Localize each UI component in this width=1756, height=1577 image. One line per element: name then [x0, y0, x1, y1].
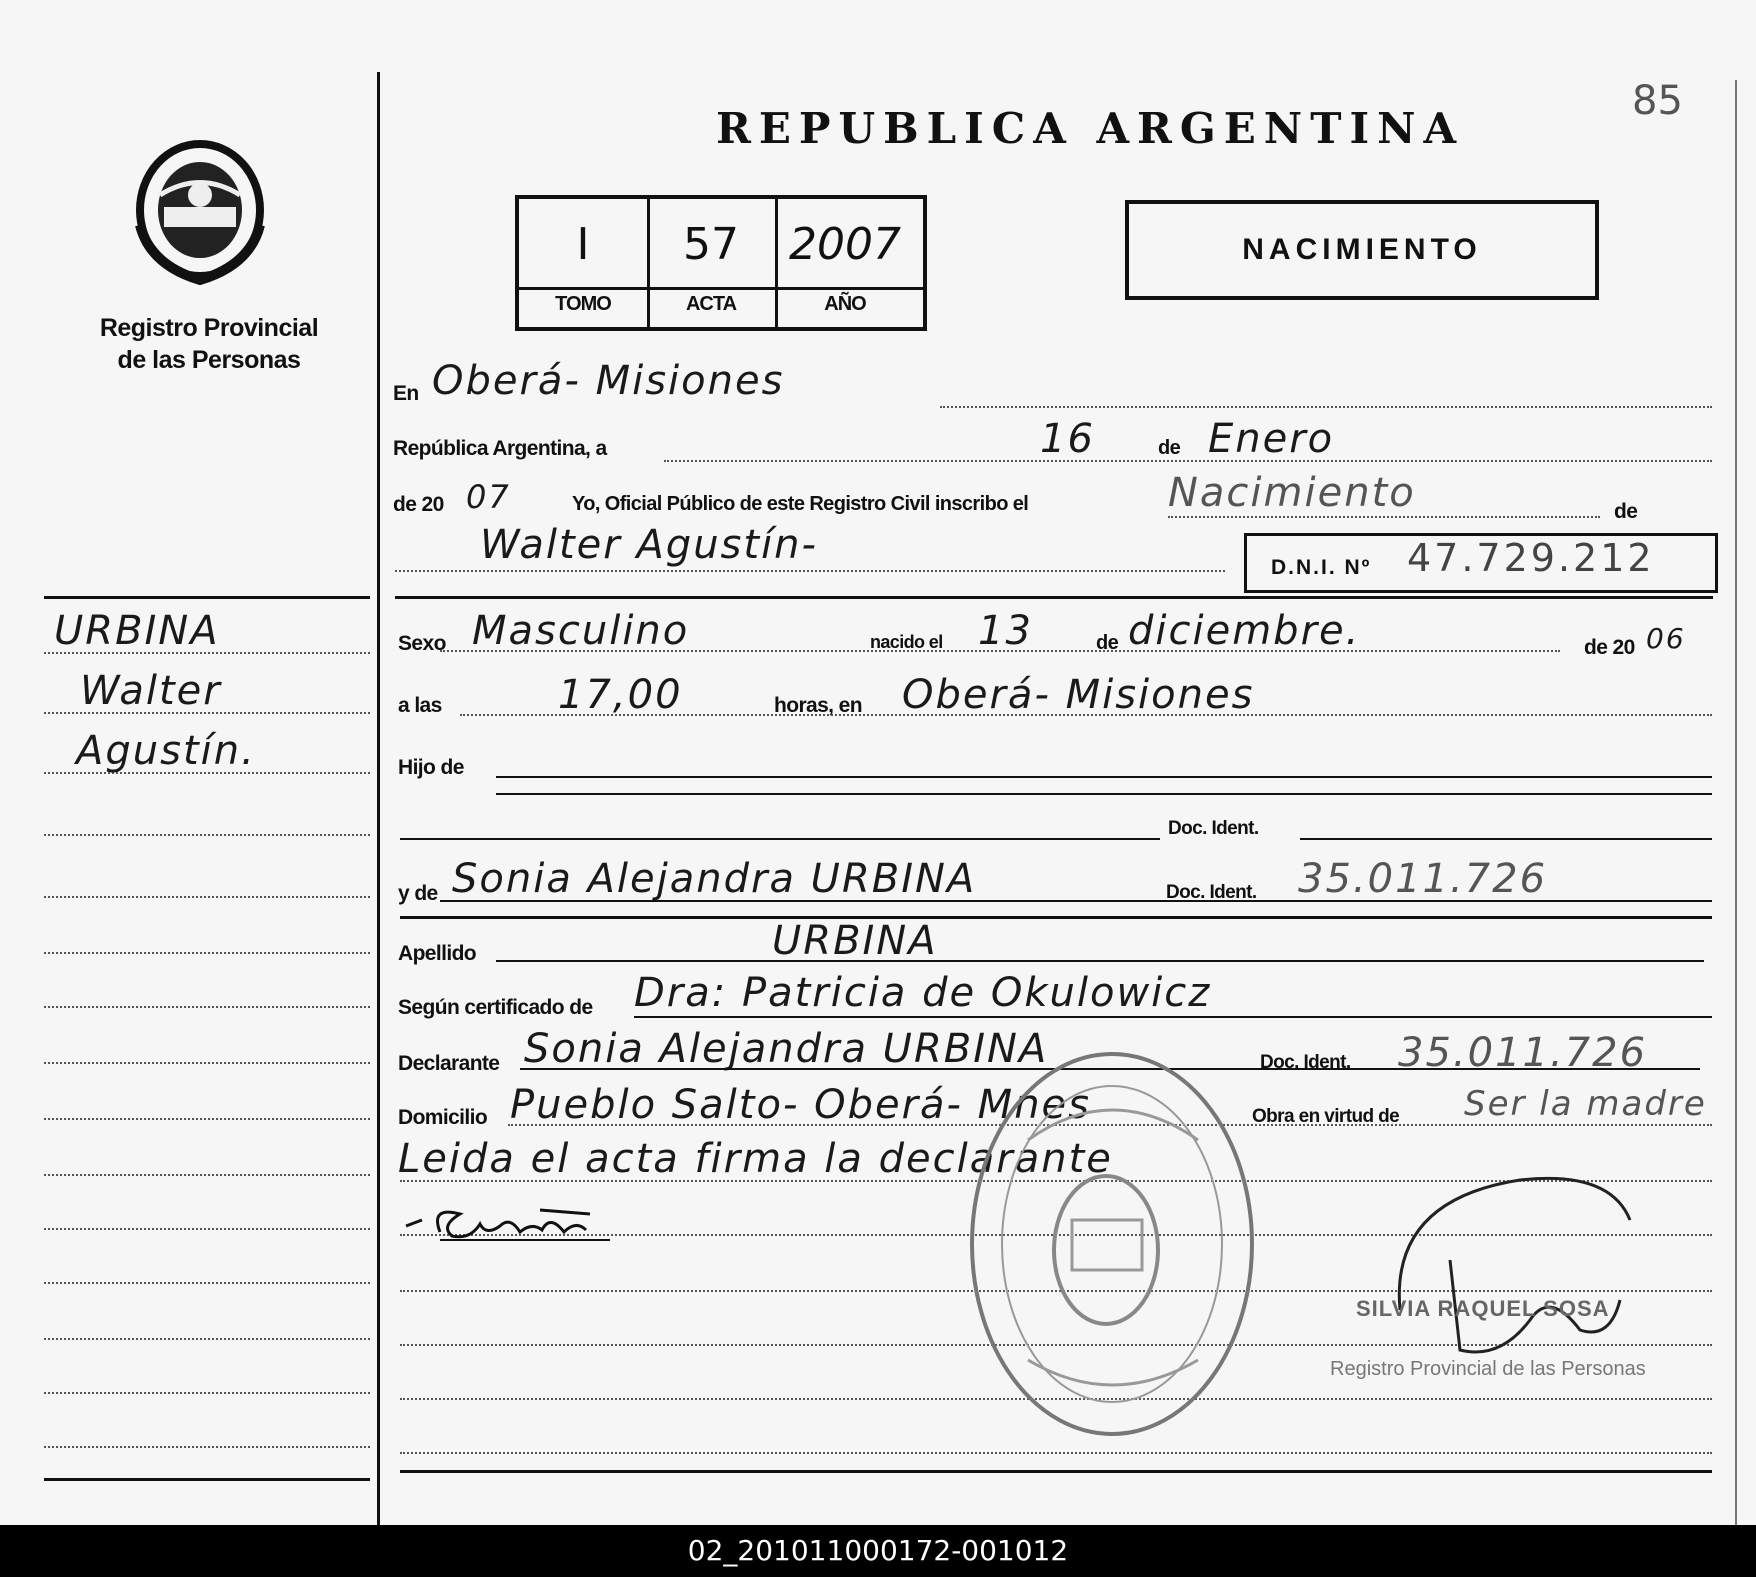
bottom-rule [400, 1470, 1712, 1473]
coat-of-arms-icon [130, 135, 270, 285]
official-title: Registro Provincial de las Personas [1330, 1358, 1646, 1380]
certificado-line [634, 1016, 1712, 1018]
place-line [940, 406, 1712, 408]
oficial-label: Yo, Oficial Público de este Registro Civil inscribo el [572, 493, 1029, 515]
birth-day-value: 13 [978, 608, 1033, 654]
note-line [400, 1452, 1712, 1454]
sidebar-line [44, 896, 370, 898]
sidebar-first-name: Walter [80, 668, 222, 714]
acta-value: 57 [683, 219, 739, 270]
page-number: 85 [1632, 78, 1683, 124]
year-suffix-value: 07 [466, 478, 511, 516]
hijo-line [496, 776, 1712, 778]
left-border-line [377, 72, 380, 1525]
document-id-footer: 02_201011000172-001012 [0, 1525, 1756, 1577]
record-number-table [515, 195, 927, 331]
sidebar-surname: URBINA [54, 608, 220, 654]
de-label-2: de [1614, 500, 1638, 523]
apellido-line [496, 960, 1704, 962]
section-rule [395, 596, 1713, 599]
father-doc-line [1300, 838, 1712, 840]
sidebar-line [44, 1062, 370, 1064]
mother-value: Sonia Alejandra URBINA [452, 856, 977, 902]
de20-label: de 20 [1584, 636, 1635, 659]
note-value: Leida el acta firma la declarante [398, 1136, 1113, 1182]
birth-place-value: Oberá- Misiones [902, 672, 1255, 718]
acta-label: ACTA [685, 293, 737, 315]
segun-label: Según certificado de [398, 996, 593, 1019]
docident-label-2: Doc. Ident. [1166, 882, 1257, 903]
right-border-line [1735, 80, 1737, 1525]
official-signature-icon [1380, 1160, 1640, 1360]
month-value: Enero [1208, 416, 1335, 462]
mother-rule [400, 916, 1712, 919]
declarant-signature-icon [400, 1196, 630, 1246]
republica-label: República Argentina, a [393, 437, 607, 460]
sidebar-top-rule [44, 596, 370, 599]
mother-line [440, 900, 1712, 902]
registry-name [70, 312, 348, 376]
alas-label: a las [398, 694, 442, 717]
de-label-3: de [1096, 632, 1119, 654]
day-value: 16 [1040, 416, 1095, 462]
hijo-line-2 [496, 793, 1712, 795]
sidebar-line [44, 834, 370, 836]
sidebar-line [44, 1446, 370, 1448]
docident-label-1: Doc. Ident. [1168, 818, 1259, 839]
obra-value: Ser la madre [1464, 1084, 1707, 1124]
birth-year-suffix-value: 06 [1646, 622, 1686, 655]
official-stamp-icon [968, 1050, 1256, 1438]
date-line [664, 460, 1712, 462]
sidebar-line [44, 1392, 370, 1394]
time-value: 17,00 [558, 672, 683, 718]
document-title: REPUBLICA ARGENTINA [716, 104, 1465, 153]
declarante-label: Declarante [398, 1052, 500, 1075]
inscription-line [1168, 516, 1600, 518]
registry-line2: de las Personas [117, 346, 301, 374]
de-label-1: de [1158, 437, 1181, 459]
dni-value: 47.729.212 [1407, 536, 1655, 580]
sidebar-line [44, 1338, 370, 1340]
anio-value: 2007 [789, 219, 901, 270]
obra-label: Obra en virtud de [1252, 1106, 1400, 1127]
dni-box [1244, 533, 1718, 593]
birth-month-value: diciembre. [1128, 608, 1361, 654]
sidebar-line [44, 1174, 370, 1176]
nacido-label: nacido el [870, 632, 943, 652]
sidebar-second-name: Agustín. [76, 728, 256, 774]
registry-line1: Registro Provincial [99, 314, 319, 342]
tomo-label: TOMO [555, 293, 611, 315]
docident-label-3: Doc. Ident. [1260, 1052, 1351, 1073]
place-value: Oberá- Misiones [432, 358, 785, 404]
sidebar-line [44, 1282, 370, 1284]
declarante-value: Sonia Alejandra URBINA [524, 1026, 1049, 1072]
record-type-box: NACIMIENTO [1125, 200, 1599, 300]
tomo-value: I [576, 219, 590, 270]
domicilio-value: Pueblo Salto- Oberá- Mnes [510, 1082, 1091, 1128]
time-line [460, 714, 1712, 716]
sidebar-line [44, 1228, 370, 1230]
sidebar-line [44, 1118, 370, 1120]
apellido-label: Apellido [398, 942, 477, 965]
father-line [400, 838, 1160, 840]
sexo-value: Masculino [472, 608, 690, 654]
domicilio-label: Domicilio [398, 1106, 488, 1129]
dni-label: D.N.I. Nº [1271, 556, 1372, 579]
apellido-value: URBINA [772, 918, 938, 964]
sexo-label: Sexo [398, 632, 446, 655]
yde-label: y de [398, 882, 438, 905]
certificado-value: Dra: Patricia de Okulowicz [634, 970, 1212, 1016]
sexo-line [440, 650, 1560, 652]
child-name-value: Walter Agustín- [480, 522, 818, 568]
declarante-doc-value: 35.011.726 [1398, 1030, 1648, 1076]
inscription-value: Nacimiento [1168, 470, 1416, 516]
hijo-label: Hijo de [398, 756, 464, 779]
horas-label: horas, en [774, 694, 862, 717]
anio-label: AÑO [824, 293, 866, 315]
child-name-line [395, 570, 1225, 572]
sidebar-line [44, 952, 370, 954]
sidebar-bottom-rule [44, 1478, 370, 1481]
year-prefix-label: de 20 [393, 493, 444, 516]
mother-doc-value: 35.011.726 [1298, 856, 1548, 902]
en-label: En [393, 382, 419, 405]
sidebar-line [44, 1006, 370, 1008]
official-name: SILVIA RAQUEL SOSA [1356, 1296, 1610, 1321]
